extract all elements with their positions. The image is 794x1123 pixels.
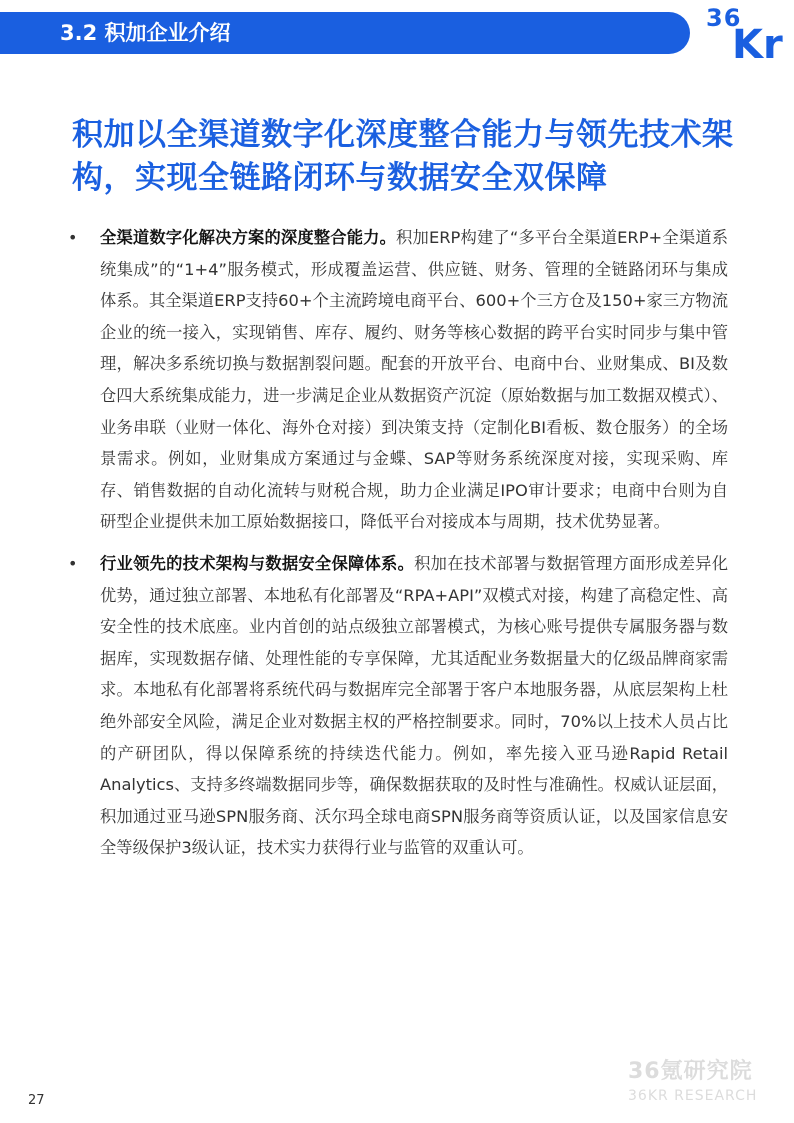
bullet-icon: • <box>68 228 78 247</box>
bullet-body: 积加在技术部署与数据管理方面形成差异化优势，通过独立部署、本地私有化部署及“RPA+API”双模式对接，构建了高稳定性、高安全性的技术底座。业内首创的站点级独立部署模式，为核心账号提供专属服务器与数据库，实现数据存储、处理性能的专享保障，尤其适配业务数据量大的亿级品牌商家需求。本地私有化部署将系统代码与数据库完全部署于客户本地服务器，从底层架构上杜绝外部安全风险，满足企业对数据主权的严格控制要求。同时，70%以上技术人员占比的产研团队，得以保障系统的持续迭代能力。例如，率先接入亚马逊Rapid Retail Analytics、支持多终端数据同步等，确保数据获取的及时性与准确性。权威认证层面，积加通过亚马逊SPN服务商、沃尔玛全球电商SPN服务商等资质认证，以及国家信息安全等级保护3级认证，技术实力获得行业与监管的双重认可。 <box>100 553 728 858</box>
bullet-lead: 全渠道数字化解决方案的深度整合能力。 <box>100 228 397 247</box>
bullet-icon: • <box>68 553 78 573</box>
watermark <box>628 1058 778 1110</box>
section-title: 3.2 积加企业介绍 <box>60 21 231 45</box>
list-item <box>68 222 728 538</box>
paragraph <box>100 222 728 538</box>
watermark-en: 36KR RESEARCH <box>628 1088 758 1104</box>
svg-text:Kr: Kr <box>732 22 783 62</box>
watermark-cn: 36氪研究院 <box>628 1059 753 1084</box>
list-item <box>68 548 728 864</box>
paragraph <box>100 548 728 864</box>
page-heading: 积加以全渠道数字化深度整合能力与领先技术架构，实现全链路闭环与数据安全双保障 <box>72 117 734 196</box>
bullet-lead: 行业领先的技术架构与数据安全保障体系。 <box>100 553 415 573</box>
36kr-logo <box>698 0 794 62</box>
page-number: 27 <box>28 1093 45 1108</box>
section-header-bar <box>0 12 690 54</box>
bullet-list <box>68 222 728 874</box>
svg-text:36: 36 <box>706 4 742 32</box>
bullet-body: 积加ERP构建了“多平台全渠道ERP+全渠道系统集成”的“1+4”服务模式，形成覆盖运营、供应链、财务、管理的全链路闭环与集成体系。其全渠道ERP支持60+个主流跨境电商平台、600+个三方仓及150+家三方物流企业的统一接入，实现销售、库存、履约、财务等核心数据的跨平台实时同步与集中管理，解决多系统切换与数据割裂问题。配套的开放平台、电商中台、业财集成、BI及数仓四大系统集成能力，进一步满足企业从数据资产沉淀（原始数据与加工数据双模式）、业务串联（业财一体化、海外仓对接）到决策支持（定制化BI看板、数仓服务）的全场景需求。例如，业财集成方案通过与金蝶、SAP等财务系统深度对接，实现采购、库存、销售数据的自动化流转与财税合规，助力企业满足IPO审计要求；电商中台则为自研型企业提供未加工原始数据接口，降低平台对接成本与周期，技术优势显著。 <box>100 228 728 532</box>
